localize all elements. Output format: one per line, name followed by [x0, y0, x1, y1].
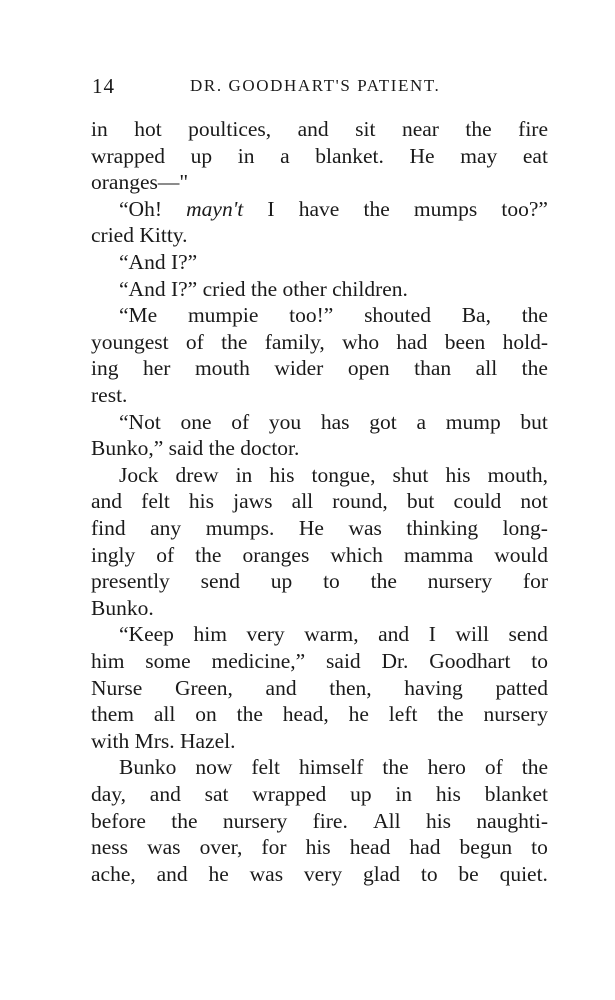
- word: felt: [251, 755, 280, 780]
- word: mumpie: [187, 303, 259, 328]
- word: shut: [392, 462, 429, 487]
- word: wider: [274, 356, 324, 381]
- word: of: [156, 542, 175, 567]
- word: ness: [91, 835, 129, 860]
- word: thinking: [406, 516, 479, 540]
- word: the: [521, 303, 548, 328]
- text-line: with Mrs. Hazel.: [91, 728, 236, 753]
- text-line: [91, 515, 548, 541]
- word: Nurse: [91, 675, 143, 700]
- word: the: [521, 356, 548, 381]
- word: his: [305, 835, 331, 860]
- word: medicine,”: [211, 649, 306, 673]
- text-line: [91, 488, 548, 514]
- word: hot: [134, 117, 162, 141]
- text-line: rest.: [91, 383, 128, 407]
- word: himself: [298, 755, 364, 780]
- word: hero: [427, 755, 466, 780]
- word: the: [195, 542, 222, 567]
- word: Ba,: [461, 303, 491, 328]
- word: He: [298, 516, 324, 540]
- word: one: [180, 409, 212, 434]
- word: blanket.: [315, 143, 384, 168]
- word: wrapped: [252, 782, 327, 806]
- word: head: [349, 835, 391, 860]
- word: nursery: [483, 702, 548, 727]
- word: too!”: [289, 303, 334, 328]
- text-line: [91, 808, 548, 834]
- word: and: [91, 489, 123, 514]
- word: mumps: [413, 196, 478, 221]
- word: who: [342, 329, 380, 354]
- word: Green,: [175, 675, 233, 700]
- word: warm,: [304, 622, 359, 647]
- word: ingly: [91, 542, 136, 567]
- word: a: [280, 143, 290, 168]
- word: “Not: [119, 409, 161, 434]
- word: to: [531, 835, 548, 860]
- text-line: [91, 355, 548, 381]
- text-line: [91, 568, 548, 594]
- text-line: [91, 754, 548, 780]
- text-line: [91, 196, 548, 222]
- word: in: [395, 782, 413, 806]
- word: I: [267, 196, 275, 221]
- word: was: [147, 835, 181, 860]
- word: open: [347, 356, 390, 381]
- word: sit: [355, 117, 376, 141]
- running-head: [92, 74, 548, 98]
- text-line: Bunko,” said the doctor.: [91, 436, 300, 461]
- word: a: [416, 409, 427, 434]
- word: long-: [502, 516, 548, 540]
- word: near: [401, 117, 439, 141]
- word: not: [520, 489, 548, 514]
- text-line: [91, 542, 548, 568]
- running-title: DR. GOODHART'S PATIENT.: [190, 76, 441, 95]
- word: of: [185, 329, 204, 354]
- word: I: [428, 622, 436, 647]
- text-line: [91, 462, 548, 488]
- word: her: [142, 356, 171, 381]
- text-line: [91, 409, 548, 435]
- word: and: [297, 117, 329, 141]
- word: ache,: [91, 861, 136, 886]
- text-line: [91, 302, 548, 328]
- text-line: Bunko.: [91, 595, 154, 620]
- word: to: [531, 649, 548, 673]
- word: begun: [459, 835, 513, 860]
- word: quiet.: [499, 861, 548, 886]
- word: head,: [282, 702, 329, 727]
- word: them: [91, 702, 134, 727]
- word: have: [298, 196, 340, 221]
- word: for: [261, 835, 287, 860]
- word: glad: [362, 861, 400, 886]
- word: has: [320, 409, 350, 434]
- word: find: [91, 516, 126, 540]
- word: to: [420, 861, 438, 886]
- word: the: [221, 329, 248, 354]
- word: him: [193, 622, 227, 647]
- word: fire: [518, 117, 548, 141]
- word: “Keep: [119, 622, 174, 647]
- word: which: [330, 542, 383, 567]
- word: eat: [522, 143, 548, 168]
- word: the: [382, 755, 409, 780]
- word: up: [350, 782, 372, 806]
- word: the: [363, 196, 390, 221]
- word: was: [249, 861, 284, 886]
- text-line: [91, 116, 548, 142]
- word: been: [444, 329, 486, 354]
- word: would: [494, 542, 548, 567]
- word: round,: [332, 489, 388, 514]
- text-line: [91, 143, 548, 169]
- word: his: [445, 462, 471, 487]
- word: and: [378, 622, 410, 647]
- word: mumps.: [205, 516, 275, 540]
- text-line: cried Kitty.: [91, 223, 188, 248]
- word: drew: [175, 462, 219, 487]
- word: poultices,: [188, 117, 272, 141]
- word: over,: [199, 835, 243, 860]
- word: his: [435, 782, 461, 806]
- word: oranges: [242, 542, 310, 567]
- word: fire.: [312, 808, 348, 833]
- word: in: [91, 117, 108, 141]
- word: then,: [329, 675, 372, 700]
- word: of: [231, 409, 250, 434]
- word: the: [171, 808, 198, 833]
- word: He: [409, 143, 435, 168]
- text-line: [91, 834, 548, 860]
- word: the: [437, 702, 464, 727]
- word: than: [414, 356, 452, 381]
- word: but: [520, 409, 548, 434]
- word: for: [522, 569, 548, 594]
- word: in: [235, 462, 253, 487]
- word: hold-: [502, 329, 548, 354]
- word: patted: [495, 675, 548, 700]
- word: and: [156, 861, 188, 886]
- word: send: [200, 569, 241, 594]
- word: be: [458, 861, 479, 886]
- word: in: [237, 143, 255, 168]
- word: felt: [141, 489, 170, 514]
- text-line: [91, 701, 548, 727]
- word: Dr.: [381, 649, 409, 673]
- word: and: [265, 675, 297, 700]
- word: said: [326, 649, 361, 673]
- text-line: oranges—": [91, 170, 189, 195]
- word: up: [190, 143, 213, 168]
- word: all: [475, 356, 498, 381]
- word: having: [404, 675, 463, 700]
- word: will: [455, 622, 489, 647]
- word: got: [369, 409, 397, 434]
- word: he: [348, 702, 369, 727]
- word: tongue,: [311, 462, 376, 487]
- word: before: [91, 808, 146, 833]
- text-line: [91, 648, 548, 674]
- word: shouted: [364, 303, 431, 328]
- word: was: [348, 516, 382, 540]
- word: presently: [91, 569, 170, 594]
- word: very: [246, 622, 285, 647]
- word: day,: [91, 782, 127, 806]
- word: may: [460, 143, 498, 168]
- word: all: [153, 702, 176, 727]
- word: the: [236, 702, 263, 727]
- word: Bunko: [119, 755, 177, 780]
- word: any: [150, 516, 182, 540]
- word: youngest: [91, 329, 169, 354]
- page-number: 14: [92, 74, 115, 98]
- word: on: [195, 702, 217, 727]
- word: up: [270, 569, 293, 594]
- word: to: [323, 569, 340, 594]
- word: “Me: [119, 303, 158, 328]
- word: had: [396, 329, 428, 354]
- text-line: “And I?”: [119, 250, 198, 274]
- text-line: [91, 621, 548, 647]
- word: All: [373, 808, 401, 833]
- word: mouth,: [487, 462, 548, 487]
- text-line: [91, 329, 548, 355]
- word: Goodhart: [429, 649, 511, 673]
- word: sat: [204, 782, 229, 806]
- word: you: [268, 409, 302, 434]
- word: him: [91, 649, 125, 673]
- text-line: [91, 675, 548, 701]
- word: mump: [445, 409, 501, 434]
- word: very: [303, 861, 343, 886]
- word: blanket: [484, 782, 548, 806]
- word: mouth: [194, 356, 250, 381]
- word: the: [465, 117, 492, 141]
- word: nursery: [427, 569, 493, 594]
- word: of: [484, 755, 503, 780]
- word: the: [521, 755, 548, 780]
- word: naughti-: [476, 808, 548, 833]
- text-line: “And I?” cried the other children.: [119, 276, 408, 301]
- word: his: [425, 808, 452, 833]
- word: all: [291, 489, 314, 514]
- word: “Oh!: [119, 196, 162, 221]
- word: jaws: [233, 489, 273, 514]
- word: his: [188, 489, 215, 514]
- word: the: [370, 569, 397, 594]
- text-line: [91, 861, 548, 887]
- word: he: [208, 861, 229, 886]
- word: too?”: [501, 196, 548, 221]
- word: some: [145, 649, 191, 673]
- word: mamma: [403, 542, 474, 567]
- word: and: [149, 782, 181, 806]
- word: send: [508, 622, 548, 647]
- word: his: [269, 462, 295, 487]
- word: had: [409, 835, 441, 860]
- word: but: [406, 489, 435, 514]
- word: Jock: [119, 462, 159, 487]
- word: mayn't: [186, 196, 244, 221]
- word: family,: [264, 329, 325, 354]
- word: wrapped: [91, 143, 166, 168]
- text-line: [91, 781, 548, 807]
- word: ing: [91, 356, 119, 381]
- word: left: [388, 702, 418, 727]
- word: could: [453, 489, 502, 514]
- word: nursery: [222, 808, 288, 833]
- word: now: [195, 755, 233, 780]
